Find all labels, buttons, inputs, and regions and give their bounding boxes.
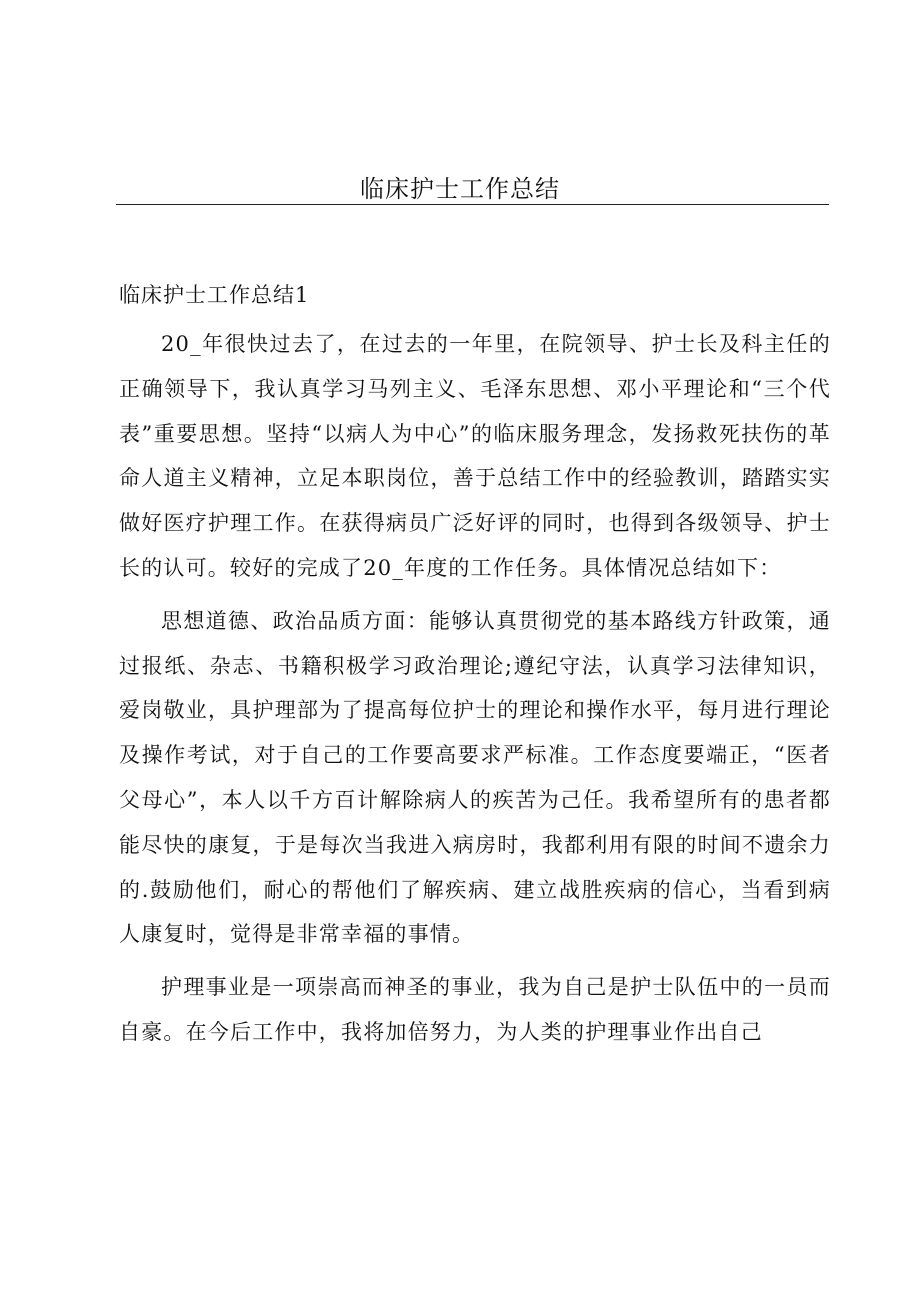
document-body xyxy=(119,322,831,1063)
document-title: 临床护士工作总结 xyxy=(360,175,560,203)
title-underline xyxy=(116,204,829,205)
section-heading: 临床护士工作总结1 xyxy=(119,283,310,307)
paragraph-3: 护理事业是一项崇高而神圣的事业，我为自己是护士队伍中的一员而自豪。在今后工作中，我将加倍努力，为人类的护理事业作出自己 xyxy=(119,975,831,1044)
paragraph-1: 20_年很快过去了，在过去的一年里，在院领导、护士长及科主任的正确领导下，我认真学习马列主义、毛泽东思想、邓小平理论和“三个代表”重要思想。坚持“以病人为中心”的临床服务理念，发扬救死扶伤的革命人道主义精神，立足本职岗位，善于总结工作中的经验教训，踏踏实实做好医疗护理工作。在获得病员广泛好评的同时，也得到各级领导、护士长的认可。较好的完成了20_年度的工作任务。具体情况总结如下： xyxy=(119,332,831,580)
paragraph-2: 思想道德、政治品质方面：能够认真贯彻党的基本路线方针政策，通过报纸、杂志、书籍积极学习政治理论;遵纪守法，认真学习法律知识，爱岗敬业，具护理部为了提高每位护士的理论和操作水平，每月进行理论及操作考试，对于自己的工作要高要求严标准。工作态度要端正，“医者父母心”，本人以千方百计解除病人的疾苦为己任。我希望所有的患者都能尽快的康复，于是每次当我进入病房时，我都利用有限的时间不遗余力的.鼓励他们，耐心的帮他们了解疾病、建立战胜疾病的信心，当看到病人康复时，觉得是非常幸福的事情。 xyxy=(119,608,831,947)
